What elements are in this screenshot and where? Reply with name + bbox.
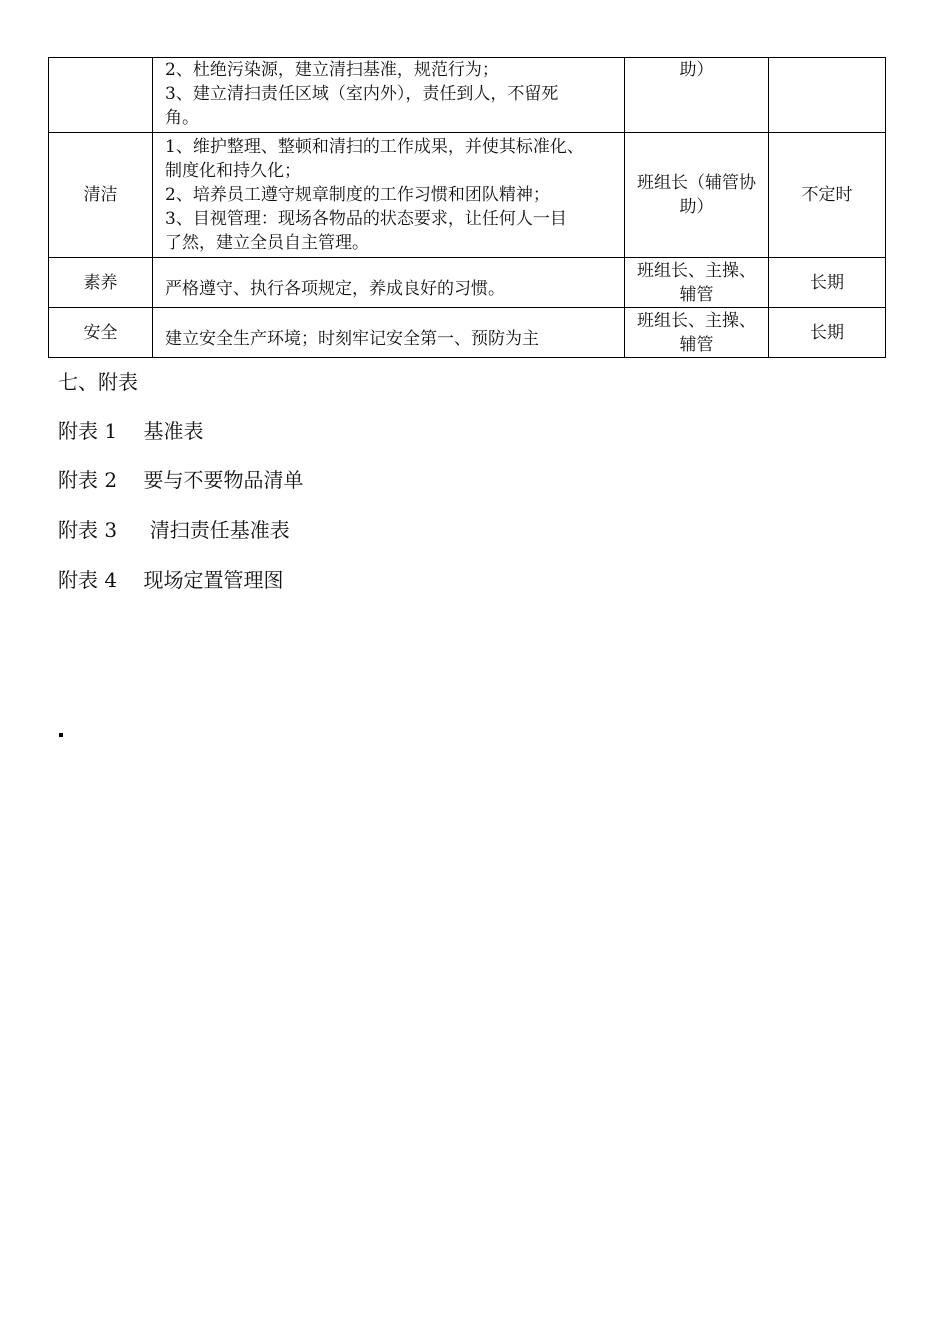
item-cell	[49, 58, 153, 133]
appendix-heading: 七、附表	[58, 370, 138, 394]
item-cell: 清洁	[49, 133, 153, 258]
owner-line: 助）	[679, 60, 714, 80]
appendix-item-1: 附表 1 基准表	[58, 419, 204, 443]
table-row	[49, 133, 886, 258]
content-line: 角。	[165, 108, 199, 128]
appendix-item-2: 附表 2 要与不要物品清单	[58, 468, 304, 492]
owner-line: 辅管	[679, 334, 714, 355]
content-line: 了然，建立全员自主管理。	[165, 233, 369, 253]
content-line: 2、杜绝污染源，建立清扫基准，规范行为；	[165, 60, 499, 80]
owner-cell	[625, 58, 769, 133]
item-cell: 安全	[49, 308, 153, 358]
table-row	[49, 308, 886, 358]
owner-line: 班组长、主操、	[637, 310, 756, 331]
owner-line: 助）	[679, 197, 714, 217]
content-line: 2、培养员工遵守规章制度的工作习惯和团队精神；	[165, 185, 550, 205]
content-line: 制度化和持久化；	[165, 161, 301, 181]
frequency-cell: 不定时	[769, 133, 886, 258]
frequency-cell: 长期	[769, 258, 886, 308]
content-cell	[153, 308, 625, 358]
content-cell	[153, 133, 625, 258]
table-row	[49, 258, 886, 308]
frequency-cell: 长期	[769, 308, 886, 358]
content-line: 3、建立清扫责任区域（室内外），责任到人，不留死	[165, 84, 559, 104]
item-cell: 素养	[49, 258, 153, 308]
trailing-mark	[59, 733, 63, 737]
5s-task-table	[48, 57, 886, 358]
owner-line: 班组长、主操、	[637, 260, 756, 281]
owner-cell	[625, 308, 769, 358]
frequency-cell	[769, 58, 886, 133]
owner-line: 班组长（辅管协	[637, 173, 756, 193]
content-cell	[153, 258, 625, 308]
appendix-item-3: 附表 3 清扫责任基准表	[58, 518, 290, 542]
appendix-item-4: 附表 4 现场定置管理图	[58, 568, 284, 592]
content-line: 1、维护整理、整顿和清扫的工作成果，并使其标准化、	[165, 137, 584, 157]
owner-line: 辅管	[679, 284, 714, 305]
content-line: 3、目视管理：现场各物品的状态要求，让任何人一目	[165, 209, 567, 229]
content-line: 建立安全生产环境；时刻牢记安全第一、预防为主	[165, 328, 539, 349]
content-line: 严格遵守、执行各项规定，养成良好的习惯。	[165, 278, 505, 299]
table-row	[49, 58, 886, 133]
owner-cell	[625, 133, 769, 258]
owner-cell	[625, 258, 769, 308]
content-cell	[153, 58, 625, 133]
